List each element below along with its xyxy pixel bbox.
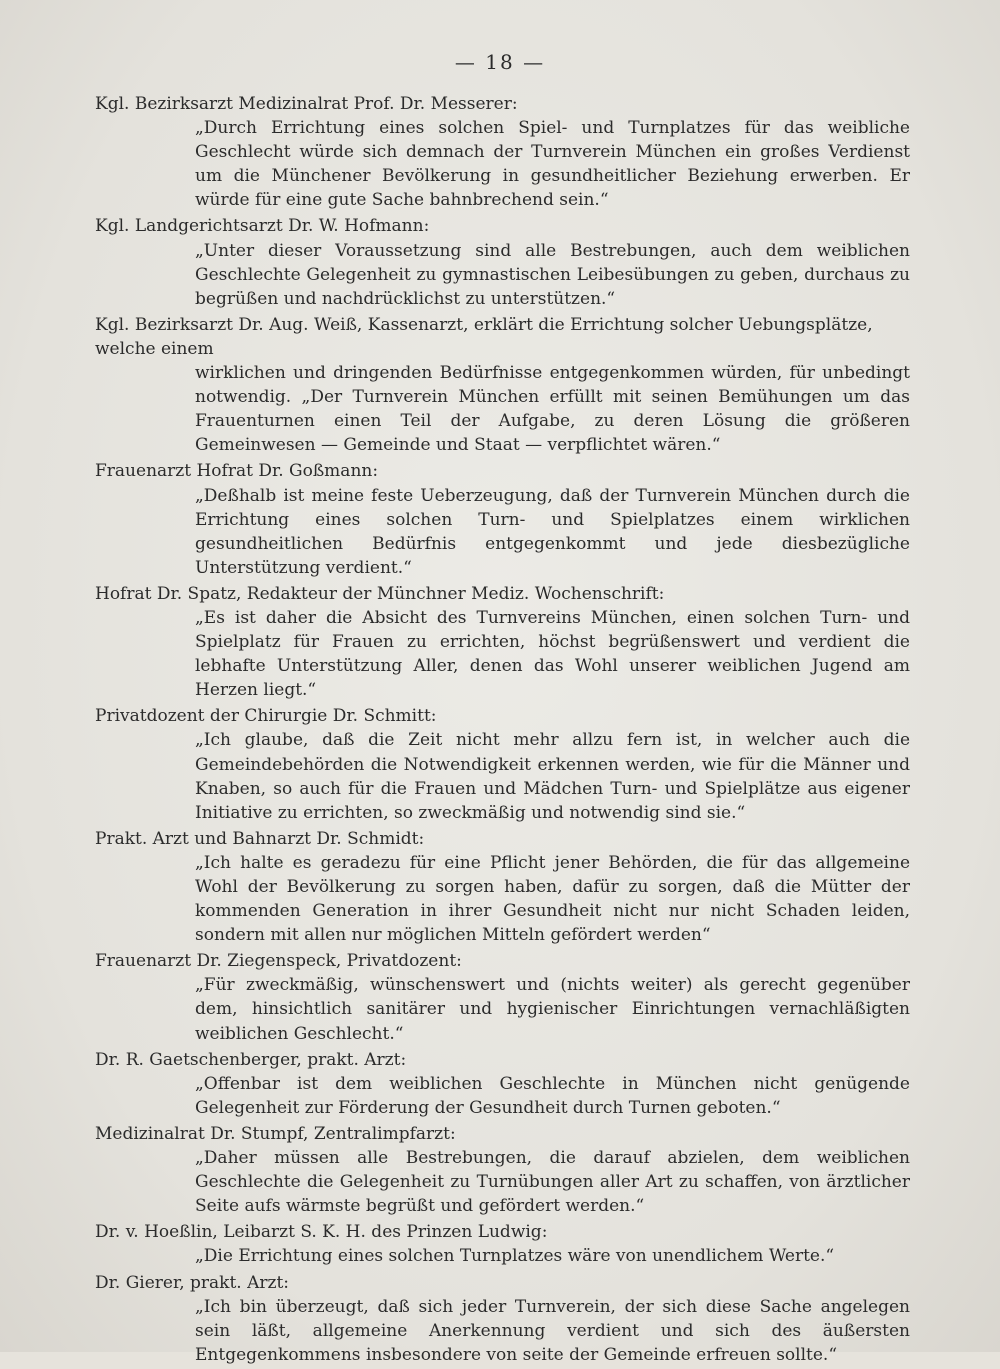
entry-hoesslin xyxy=(95,1220,910,1268)
entry-ziegenspeck xyxy=(95,949,910,1045)
quote-text: „Die Errichtung eines solchen Turnplatzes wäre von unendlichem Werte.“ xyxy=(195,1246,835,1267)
speaker-name: Dr. v. Hoeßlin, Leibarzt S. K. H. des Prinzen Ludwig: xyxy=(95,1222,548,1243)
entry-gossmann xyxy=(95,459,910,579)
quote-text: „Ich halte es geradezu für eine Pflicht jener Behörden, die für das allgemeine Wohl der Bevölkerung zu sorgen haben, dafür zu sorgen, daß die Mütter der kommenden Generation in ihrer Gesundheit nicht nur nicht Schaden leiden, sondern mit allen nur möglichen Mitteln gefördert werden“ xyxy=(195,852,910,946)
speaker-name: Dr. R. Gaetschenberger, prakt. Arzt: xyxy=(95,1049,407,1070)
document-body xyxy=(95,90,910,1369)
speaker-name: Frauenarzt Dr. Ziegenspeck, Privatdozent: xyxy=(95,951,462,972)
speaker-name: Frauenarzt Hofrat Dr. Goßmann: xyxy=(95,461,379,482)
entry-gaetschenberger xyxy=(95,1048,910,1120)
speaker-name: Privatdozent der Chirurgie Dr. Schmitt: xyxy=(95,706,437,727)
speaker-name: Kgl. Bezirksarzt Medizinalrat Prof. Dr. Messerer: xyxy=(95,94,518,114)
entry-stumpf xyxy=(95,1122,910,1218)
entry-weiss xyxy=(95,313,910,458)
entry-gierer xyxy=(95,1271,910,1367)
speaker-name: Kgl. Bezirksarzt Dr. Aug. Weiß, Kassenarzt, erklärt die Errichtung solcher Uebungsplätze, welche einem xyxy=(95,314,873,359)
quote-text: wirklichen und dringenden Bedürfnisse entgegenkommen würden, für unbedingt notwendig. „Der Turnverein München erfüllt mit seinen Bemühungen um das Frauenturnen einen Teil der Aufgabe, zu deren Lösung die größeren Gemeinwesen — Gemeinde und Staat — verpflichtet wären.“ xyxy=(195,363,910,456)
entry-schmidt xyxy=(95,827,910,947)
entry-messerer xyxy=(95,92,910,212)
speaker-name: Hofrat Dr. Spatz, Redakteur der Münchner Mediz. Wochenschrift: xyxy=(95,583,665,604)
quote-text: „Durch Errichtung eines solchen Spiel- und Turnplatzes für das weibliche Geschlecht würde sich demnach der Turnverein München ein großes Verdienst um die Münchener Bevölkerung in gesundheitlicher Beziehung erwerben. Er würde für eine gute Sache bahnbrechend sein.“ xyxy=(195,118,910,211)
speaker-name: Prakt. Arzt und Bahnarzt Dr. Schmidt: xyxy=(95,828,425,849)
speaker-name: Medizinalrat Dr. Stumpf, Zentralimpfarzt: xyxy=(95,1123,456,1144)
quote-text: „Ich bin überzeugt, daß sich jeder Turnverein, der sich diese Sache angelegen sein läßt, allgemeine Anerkennung verdient und sich des äußersten Entgegenkommens insbesondere von seite der Gemeinde erfreuen sollte.“ xyxy=(195,1296,910,1365)
entry-schmitt xyxy=(95,704,910,824)
page-number: — 18 — xyxy=(454,50,546,74)
quote-text: „Es ist daher die Absicht des Turnvereins München, einen solchen Turn- und Spielplatz für Frauen zu errichten, höchst begrüßenswert und verdient die lebhafte Unterstützung Aller, denen das Wohl unserer weiblichen Jugend am Herzen liegt.“ xyxy=(195,607,910,701)
entry-hofmann xyxy=(95,214,910,310)
speaker-name: Kgl. Landgerichtsarzt Dr. W. Hofmann: xyxy=(95,216,430,237)
quote-text: „Deßhalb ist meine feste Ueberzeugung, daß der Turnverein München durch die Errichtung eines solchen Turn- und Spielplatzes einem wirklichen gesundheitlichen Bedürfnis entgegenkommt und jede diesbezügliche Unterstützung verdient.“ xyxy=(195,485,910,578)
speaker-name: Dr. Gierer, prakt. Arzt: xyxy=(95,1272,290,1293)
quote-text: „Daher müssen alle Bestrebungen, die darauf abzielen, dem weiblichen Geschlechte die Gelegenheit zu Turnübungen aller Art zu schaffen, von ärztlicher Seite aufs wärmste begrüßt und gefördert werden.“ xyxy=(195,1148,910,1217)
quote-text: „Unter dieser Voraussetzung sind alle Bestrebungen, auch dem weiblichen Geschlechte Gelegenheit zu gymnastischen Leibesübungen zu geben, durchaus zu begrüßen und nachdrücklichst zu unterstützen.“ xyxy=(195,240,910,309)
entry-spatz xyxy=(95,582,910,702)
quote-text: „Für zweckmäßig, wünschenswert und (nichts weiter) als gerecht gegenüber dem, hinsichtlich sanitärer und hygienischer Einrichtungen vernachläßigten weiblichen Geschlecht.“ xyxy=(195,975,910,1044)
quote-text: „Offenbar ist dem weiblichen Geschlechte in München nicht genügende Gelegenheit zur Förderung der Gesundheit durch Turnen geboten.“ xyxy=(195,1073,910,1118)
quote-text: „Ich glaube, daß die Zeit nicht mehr allzu fern ist, in welcher auch die Gemeindebehörden die Notwendigkeit erkennen werden, wie für die Männer und Knaben, so auch für die Frauen und Mädchen Turn- und Spielplätze aus eigener Initiative zu errichten, so zweckmäßig und notwendig sind sie.“ xyxy=(195,730,910,823)
